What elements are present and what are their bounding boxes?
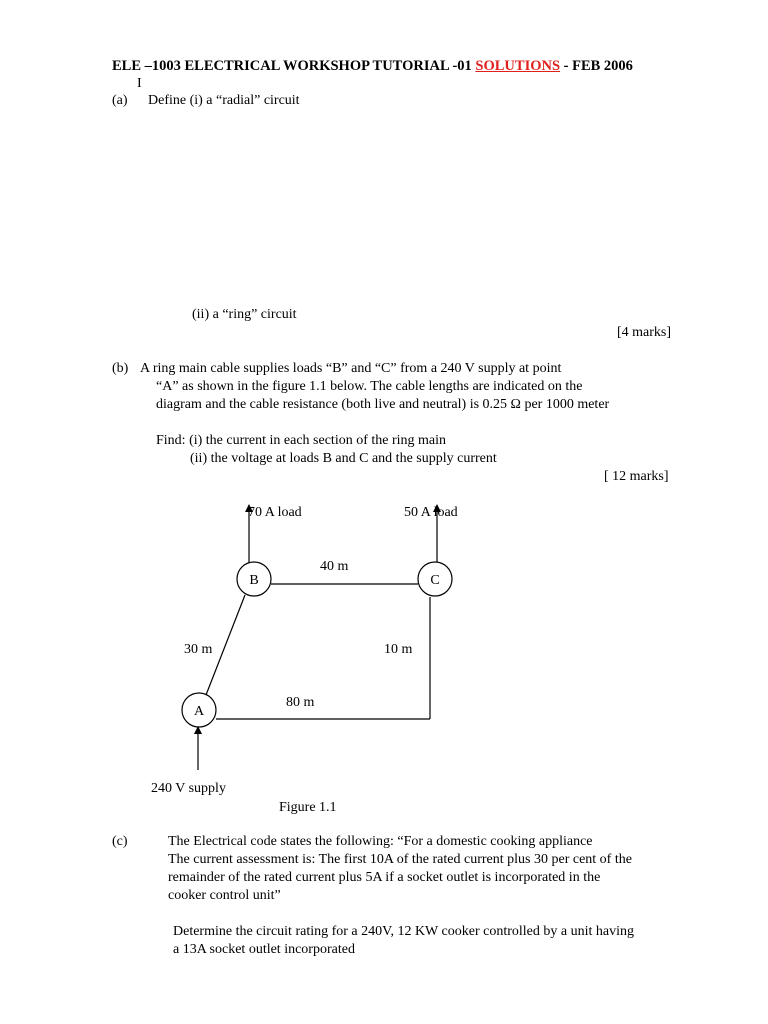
part-c-task-line: Determine the circuit rating for a 240V, 12 KW cooker controlled by a unit having: [173, 924, 634, 939]
part-b-marks: [ 12 marks]: [604, 469, 669, 484]
length-ab-label: 30 m: [184, 642, 213, 657]
length-c-label: 10 m: [384, 642, 413, 657]
length-a-label: 80 m: [286, 695, 315, 710]
part-a-question-2: (ii) a “ring” circuit: [192, 307, 297, 322]
length-bc-label: 40 m: [320, 559, 349, 574]
supply-label: 240 V supply: [151, 781, 226, 796]
part-b-line: A ring main cable supplies loads “B” and “C” from a 240 V supply at point: [140, 361, 562, 376]
part-a-marks: [4 marks]: [617, 325, 672, 340]
part-c-line: cooker control unit”: [168, 888, 281, 903]
part-b-line: diagram and the cable resistance (both live and neutral) is 0.25 Ω per 1000 meter: [156, 397, 610, 412]
load-b-label: 70 A load: [248, 505, 302, 520]
title-prefix: ELE –1003 ELECTRICAL WORKSHOP TUTORIAL -01: [112, 58, 476, 74]
figure-caption: Figure 1.1: [279, 800, 337, 815]
section-numeral: I: [137, 76, 142, 91]
part-a-label: (a): [112, 93, 128, 108]
title-suffix: - FEB 2006: [560, 58, 633, 74]
part-c-line: remainder of the rated current plus 5A if a socket outlet is incorporated in the: [168, 870, 601, 885]
node-b-label: B: [249, 573, 259, 588]
part-b-label: (b): [112, 361, 129, 376]
part-c-task-line: a 13A socket outlet incorporated: [173, 942, 355, 957]
part-c-line: The Electrical code states the following: “For a domestic cooking appliance: [168, 834, 593, 849]
node-c-label: C: [430, 573, 440, 588]
part-c-label: (c): [112, 834, 128, 849]
part-a-question-1: Define (i) a “radial” circuit: [148, 93, 300, 108]
load-c-label: 50 A load: [404, 505, 458, 520]
title-solutions: SOLUTIONS: [475, 58, 561, 74]
part-b-find-2: (ii) the voltage at loads B and C and the supply current: [190, 451, 497, 466]
part-b-line: “A” as shown in the figure 1.1 below. The cable lengths are indicated on the: [156, 379, 583, 394]
part-b-find-1: Find: (i) the current in each section of the ring main: [156, 433, 447, 448]
part-c-line: The current assessment is: The first 10A of the rated current plus 30 per cent of the: [168, 852, 632, 867]
node-a-label: A: [193, 704, 205, 719]
